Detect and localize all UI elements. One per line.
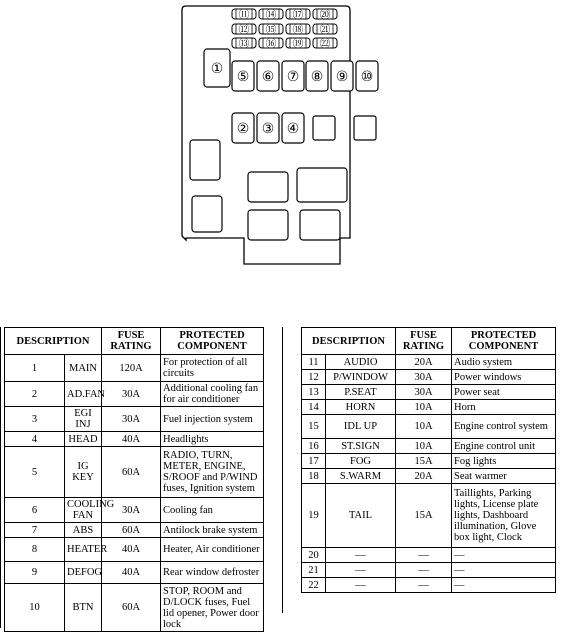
fuse-number-label: ②: [236, 121, 250, 137]
fuse-rating: 30A: [396, 385, 452, 400]
fuse-description: MAIN: [65, 355, 102, 382]
fuse-number-label: ⑭: [265, 8, 277, 21]
table-row: [5, 382, 264, 407]
fuse-table-1-10: [4, 327, 264, 632]
table-row: [5, 432, 264, 447]
fuse-number-label: ⑬: [238, 37, 250, 50]
table-row: [302, 469, 556, 484]
fuse-rating: 60A: [102, 584, 161, 632]
table-header-row: [302, 328, 556, 355]
fuse-description: P/WINDOW: [326, 370, 396, 385]
protected-component: Seat warmer: [452, 469, 556, 484]
protected-component: Audio system: [452, 355, 556, 370]
relay-socket: [190, 140, 220, 180]
table-row: [5, 498, 264, 523]
table-header-row: [5, 328, 264, 355]
mini-fuse: [313, 23, 337, 36]
fuse-description: —: [326, 548, 396, 563]
fuse-description: BTN: [65, 584, 102, 632]
protected-component: Headlights: [161, 432, 264, 447]
relay-socket: [192, 196, 222, 232]
table-row: [5, 523, 264, 538]
fuse-number: 12: [302, 370, 326, 385]
fuse-number: 11: [302, 355, 326, 370]
fuse-number: 22: [302, 578, 326, 593]
fuse-number: 15: [302, 415, 326, 439]
protected-component: Additional cooling fan for air conditioner: [161, 382, 264, 407]
fuse-number-label: ⑮: [265, 23, 277, 36]
fuse-rating: 15A: [396, 484, 452, 548]
fuse-number-label: ⑩: [360, 69, 374, 85]
protected-component-header: PROTECTED COMPONENT: [452, 328, 556, 355]
fuse-description: IDL UP: [326, 415, 396, 439]
fuse-number-label: ⑱: [292, 23, 304, 36]
protected-component: Heater, Air conditioner: [161, 538, 264, 562]
fuse-number: 3: [5, 407, 65, 432]
table-row: [5, 538, 264, 562]
fuse-description: ST.SIGN: [326, 439, 396, 454]
table-row: [5, 584, 264, 632]
fuse-box-diagram: [0, 0, 563, 300]
fuse-number: 9: [5, 562, 65, 584]
table-row: [302, 355, 556, 370]
fuse-rating: 20A: [396, 469, 452, 484]
fuse-number: 18: [302, 469, 326, 484]
cartridge-fuse: [282, 61, 304, 91]
protected-component: Power windows: [452, 370, 556, 385]
fuse-rating: 10A: [396, 439, 452, 454]
fuse-description: HEAD: [65, 432, 102, 447]
fuse-rating: 30A: [102, 407, 161, 432]
table-row: [5, 355, 264, 382]
fuse-rating: 30A: [102, 498, 161, 523]
fuse-number-label: ①: [210, 61, 224, 77]
fuse-description: COOLING FAN: [65, 498, 102, 523]
fuse-rating-header: FUSE RATING: [396, 328, 452, 355]
protected-component: Fog lights: [452, 454, 556, 469]
fuse-description: HEATER: [65, 538, 102, 562]
fuse-rating: 30A: [102, 382, 161, 407]
table-row: [302, 385, 556, 400]
protected-component: Taillights, Parking lights, License plate lights, Dashboard illumination, Glove box light, Clock: [452, 484, 556, 548]
fuse-table-11-22: [301, 327, 556, 593]
relay-socket: [248, 172, 288, 202]
fuse-description: AUDIO: [326, 355, 396, 370]
protected-component: RADIO, TURN, METER, ENGINE, S/ROOF and P/WIND fuses, Ignition system: [161, 447, 264, 498]
protected-component: For protection of all circuits: [161, 355, 264, 382]
mini-fuse: [313, 37, 337, 50]
fuse-rating: 30A: [396, 370, 452, 385]
relay-socket: [248, 210, 288, 240]
cartridge-fuse: [306, 61, 328, 91]
fuse-rating: 10A: [396, 400, 452, 415]
fuse-description: AD.FAN: [65, 382, 102, 407]
protected-component: Fuel injection system: [161, 407, 264, 432]
fuse-rating: —: [396, 563, 452, 578]
table-row: [5, 562, 264, 584]
fuse-rating: 15A: [396, 454, 452, 469]
protected-component: —: [452, 548, 556, 563]
fuse-number-label: ⑤: [236, 69, 250, 85]
fuse-number: 1: [5, 355, 65, 382]
fuse-number: 10: [5, 584, 65, 632]
fuse-description: —: [326, 578, 396, 593]
protected-component-header: PROTECTED COMPONENT: [161, 328, 264, 355]
mini-fuse: [313, 8, 337, 21]
fuse-number: 6: [5, 498, 65, 523]
mini-fuse: [232, 23, 256, 36]
fuse-number-label: ㉑: [319, 23, 331, 36]
protected-component: Rear window defroster: [161, 562, 264, 584]
mini-fuse: [286, 8, 310, 21]
fuse-number-label: ⑰: [292, 8, 304, 21]
mini-fuse: [259, 23, 283, 36]
column-rule-left: [0, 327, 1, 628]
table-row: [302, 454, 556, 469]
fuse-rating: 40A: [102, 538, 161, 562]
protected-component: STOP, ROOM and D/LOCK fuses, Fuel lid opener, Power door lock: [161, 584, 264, 632]
fuse-number: 14: [302, 400, 326, 415]
fuse-number: 7: [5, 523, 65, 538]
relay-socket: [354, 116, 376, 140]
cartridge-fuse: [257, 113, 279, 143]
fuse-number-label: ⑪: [238, 8, 250, 21]
protected-component: —: [452, 578, 556, 593]
mini-fuse: [232, 37, 256, 50]
cartridge-fuse: [257, 61, 279, 91]
fuse-description: IG KEY: [65, 447, 102, 498]
relay-socket: [300, 210, 340, 240]
cartridge-fuse: [204, 49, 230, 87]
protected-component: Cooling fan: [161, 498, 264, 523]
fuse-number-label: ⑲: [292, 37, 304, 50]
description-header: DESCRIPTION: [5, 328, 102, 355]
description-header: DESCRIPTION: [302, 328, 396, 355]
fuse-number: 19: [302, 484, 326, 548]
table-row: [302, 415, 556, 439]
protected-component: —: [452, 563, 556, 578]
cartridge-fuse: [282, 113, 304, 143]
mini-fuse: [286, 37, 310, 50]
table-row: [5, 447, 264, 498]
fuse-rating: 20A: [396, 355, 452, 370]
cartridge-fuse: [232, 113, 254, 143]
fuse-description: S.WARM: [326, 469, 396, 484]
mini-fuse: [259, 37, 283, 50]
fuse-description: —: [326, 563, 396, 578]
table-row: [302, 563, 556, 578]
fuse-number-label: ⑦: [286, 69, 300, 85]
fuse-number-label: ⑫: [238, 23, 250, 36]
table-row: [302, 400, 556, 415]
table-row: [302, 548, 556, 563]
table-row: [302, 578, 556, 593]
fuse-number-label: ⑯: [265, 37, 277, 50]
fuse-rating: —: [396, 548, 452, 563]
cartridge-fuse: [331, 61, 353, 91]
relay-socket: [297, 168, 347, 202]
column-rule-middle: [282, 327, 283, 613]
fuse-number: 2: [5, 382, 65, 407]
fuse-number: 17: [302, 454, 326, 469]
fuse-description: DEFOG: [65, 562, 102, 584]
fuse-description: EGI INJ: [65, 407, 102, 432]
fuse-rating-header: FUSE RATING: [102, 328, 161, 355]
fuse-rating: 60A: [102, 447, 161, 498]
fuse-rating: —: [396, 578, 452, 593]
fuse-number: 4: [5, 432, 65, 447]
mini-fuse: [232, 8, 256, 21]
table-row: [302, 439, 556, 454]
mini-fuse: [286, 23, 310, 36]
fuse-number: 21: [302, 563, 326, 578]
cartridge-fuse: [232, 61, 254, 91]
fuse-number: 8: [5, 538, 65, 562]
protected-component: Antilock brake system: [161, 523, 264, 538]
mini-fuse: [259, 8, 283, 21]
protected-component: Horn: [452, 400, 556, 415]
fuse-number: 13: [302, 385, 326, 400]
fuse-number-label: ④: [286, 121, 300, 137]
table-row: [302, 370, 556, 385]
table-row: [302, 484, 556, 548]
fuse-description: HORN: [326, 400, 396, 415]
fuse-number-label: ⑧: [310, 69, 324, 85]
fuse-rating: 40A: [102, 562, 161, 584]
fuse-description: ABS: [65, 523, 102, 538]
table-row: [5, 407, 264, 432]
protected-component: Engine control unit: [452, 439, 556, 454]
fuse-description: P.SEAT: [326, 385, 396, 400]
fuse-number-label: ③: [261, 121, 275, 137]
fuse-number-label: ㉒: [319, 37, 331, 50]
fuse-rating: 60A: [102, 523, 161, 538]
fuse-number: 16: [302, 439, 326, 454]
fuse-description: FOG: [326, 454, 396, 469]
fuse-number-label: ⑨: [335, 69, 349, 85]
relay-socket: [313, 116, 335, 140]
fuse-number-label: ⑥: [261, 69, 275, 85]
protected-component: Engine control system: [452, 415, 556, 439]
fuse-rating: 40A: [102, 432, 161, 447]
fuse-rating: 10A: [396, 415, 452, 439]
fuse-description: TAIL: [326, 484, 396, 548]
fuse-number-label: ⑳: [319, 8, 331, 21]
fuse-number: 5: [5, 447, 65, 498]
fuse-number: 20: [302, 548, 326, 563]
fuse-rating: 120A: [102, 355, 161, 382]
cartridge-fuse: [356, 61, 378, 91]
protected-component: Power seat: [452, 385, 556, 400]
